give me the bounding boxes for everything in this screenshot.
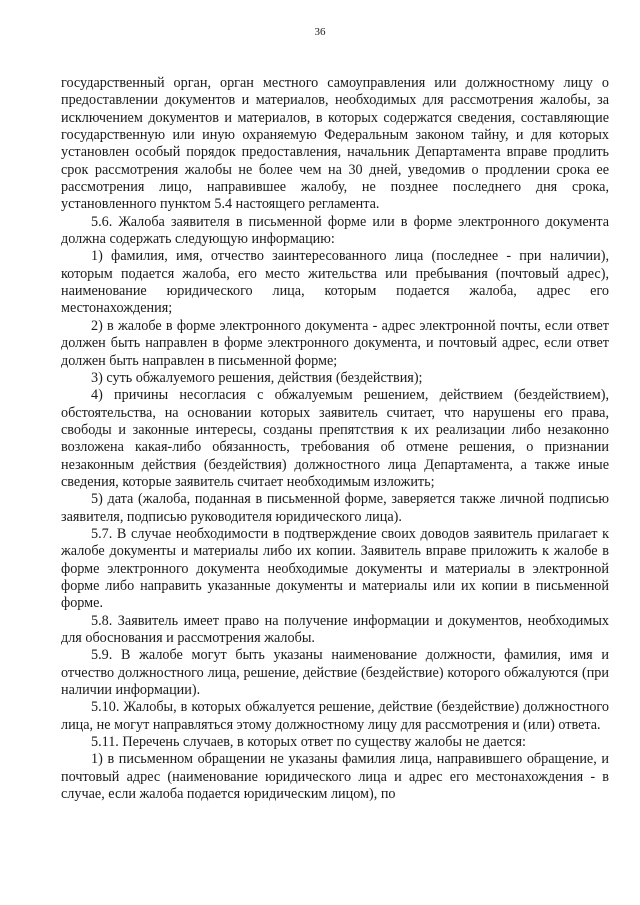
- list-item-5-11-1: 1) в письменном обращении не указаны фамилия лица, направившего обращение, и почтовый адрес (наименование юридического лица и адрес его местонахождения - в случае, если жалоба подается юридическим лицом), по: [61, 751, 609, 803]
- list-item-5-6-5: 5) дата (жалоба, поданная в письменной форме, заверяется также личной подписью заявителя, подписью руководителя юридического лица).: [61, 491, 609, 525]
- paragraph-5-8: 5.8. Заявитель имеет право на получение информации и документов, необходимых для обоснования и рассмотрения жалобы.: [61, 612, 609, 646]
- list-item-5-6-2: 2) в жалобе в форме электронного документа - адрес электронной почты, если ответ должен быть направлен в форме электронного документа, и почтовый адрес, если ответ должен быть направлен в письменной форме;: [61, 317, 609, 369]
- paragraph-5-6: 5.6. Жалоба заявителя в письменной форме или в форме электронного документа должна содержать следующую информацию:: [61, 213, 609, 248]
- paragraph-5-7: 5.7. В случае необходимости в подтверждение своих доводов заявитель прилагает к жалобе документы и материалы либо их копии. Заявитель вправе приложить к жалобе в форме электронного документа необходимые документы и материалы в электронной форме либо направить указанные документы и материалы или их копии в письменной форме.: [61, 525, 609, 612]
- paragraph-5-10: 5.10. Жалобы, в которых обжалуется решение, действие (бездействие) должностного лица, не могут направляться этому должностному лицу для рассмотрения и (или) ответа.: [61, 699, 609, 733]
- paragraph-5-11: 5.11. Перечень случаев, в которых ответ по существу жалобы не дается:: [91, 734, 526, 751]
- list-item-5-6-4: 4) причины несогласия с обжалуемым решением, действием (бездействием), обстоятельства, на основании которых заявитель считает, что нарушены его права, свободы и законные интересы, созданы препятствия к их реализации либо незаконно возложена какая-либо обязанность, требования об отмене решения, о признании незаконным действия (бездействия) должностного лица Департамента, а также иные сведения, которые заявитель считает необходимым изложить;: [61, 387, 609, 490]
- list-item-5-6-1: 1) фамилия, имя, отчество заинтересованного лица (последнее - при наличии), которым подается жалоба, его место жительства или пребывания (почтовый адрес), наименование юридического лица, которым подается жалоба, адрес его местонахождения;: [61, 248, 609, 317]
- list-item-5-6-3: 3) суть обжалуемого решения, действия (бездействия);: [91, 369, 423, 386]
- paragraph-continuation: государственный орган, орган местного самоуправления или должностному лицу о предоставлении документов и материалов, необходимых для рассмотрения жалобы, за исключением документов и материалов, в которых содержатся сведения, составляющие государственную или иную охраняемую Федеральным законом тайну, и для которых установлен особый порядок предоставления, начальник Департамента вправе продлить срок рассмотрения жалобы не более чем на 30 дней, уведомив о продлении срока ее рассмотрения лицо, направившее жалобу, не позднее последнего дня срока, установленного пунктом 5.4 настоящего регламента.: [61, 75, 609, 213]
- paragraph-5-9: 5.9. В жалобе могут быть указаны наименование должности, фамилия, имя и отчество должностного лица, решение, действие (бездействие) которого обжалуются (при наличии информации).: [61, 647, 609, 699]
- document-body: [61, 75, 609, 803]
- page-number: 36: [314, 26, 326, 38]
